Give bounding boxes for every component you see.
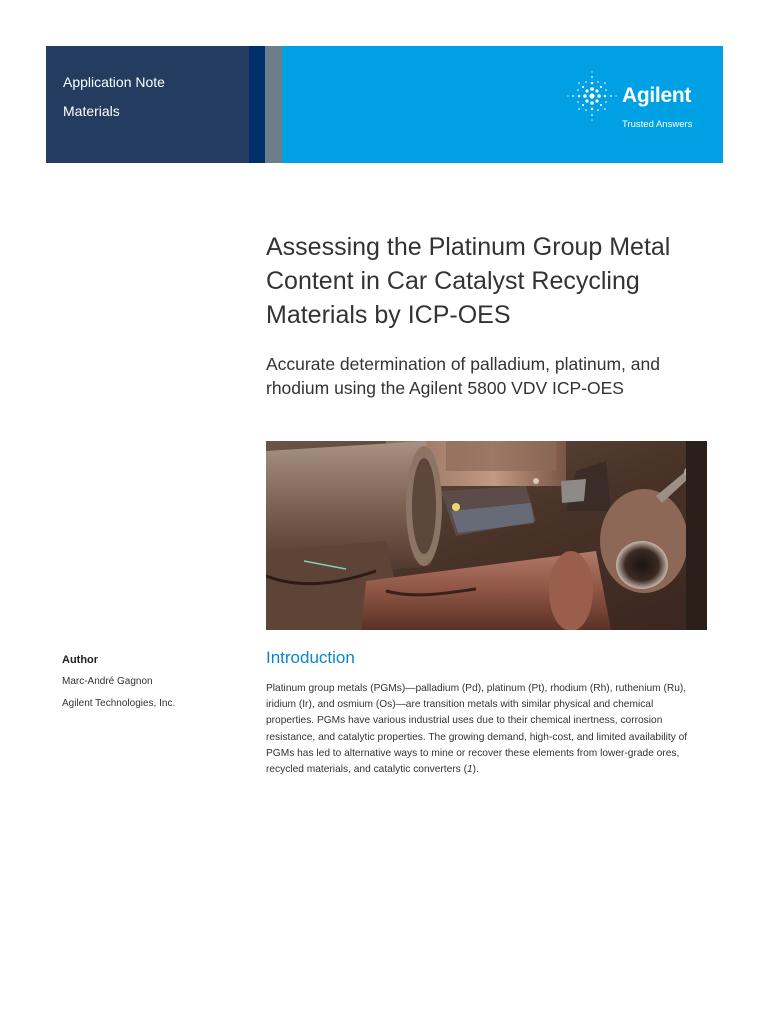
introduction-heading: Introduction	[266, 648, 355, 667]
document-header	[46, 46, 723, 163]
introduction-text-end: ).	[472, 764, 479, 776]
introduction-paragraph	[266, 681, 698, 778]
document-subtitle: Accurate determination of palladium, platinum, and rhodium using the Agilent 5800 VDV ICP-OES	[266, 354, 660, 398]
brand-tagline: Trusted Answers	[622, 119, 693, 130]
author-name: Marc-André Gagnon	[62, 676, 153, 687]
document-title: Assessing the Platinum Group Metal Content in Car Catalyst Recycling Materials by ICP-OES	[266, 233, 671, 329]
doc-topic: Materials	[63, 103, 120, 119]
brand-name: Agilent	[622, 84, 692, 107]
author-heading: Author	[62, 654, 99, 666]
agilent-logo	[566, 70, 696, 130]
reference-number[interactable]: 1	[467, 764, 473, 776]
doc-category: Application Note	[63, 74, 165, 90]
catalytic-converters-photo	[266, 441, 707, 630]
introduction-text: Platinum group metals (PGMs)—palladium (Pd), platinum (Pt), rhodium (Rh), ruthenium (Ru), iridium (Ir), and osmium (Os)—are transition metals with similar physical and chemical properties. PGMs have various industrial uses due to their chemical inertness, corrosion resistance, and catalytic properties. The growing demand, high-cost, and limited availability of PGMs has led to alternative ways to mine or recover these elements from lower-grade ores, recycled materials, and catalytic converters (	[266, 683, 688, 776]
author-company: Agilent Technologies, Inc.	[62, 698, 176, 709]
header-stripe-dark	[249, 46, 265, 163]
header-stripe-gray	[265, 46, 282, 163]
agilent-spark-icon	[566, 70, 618, 122]
